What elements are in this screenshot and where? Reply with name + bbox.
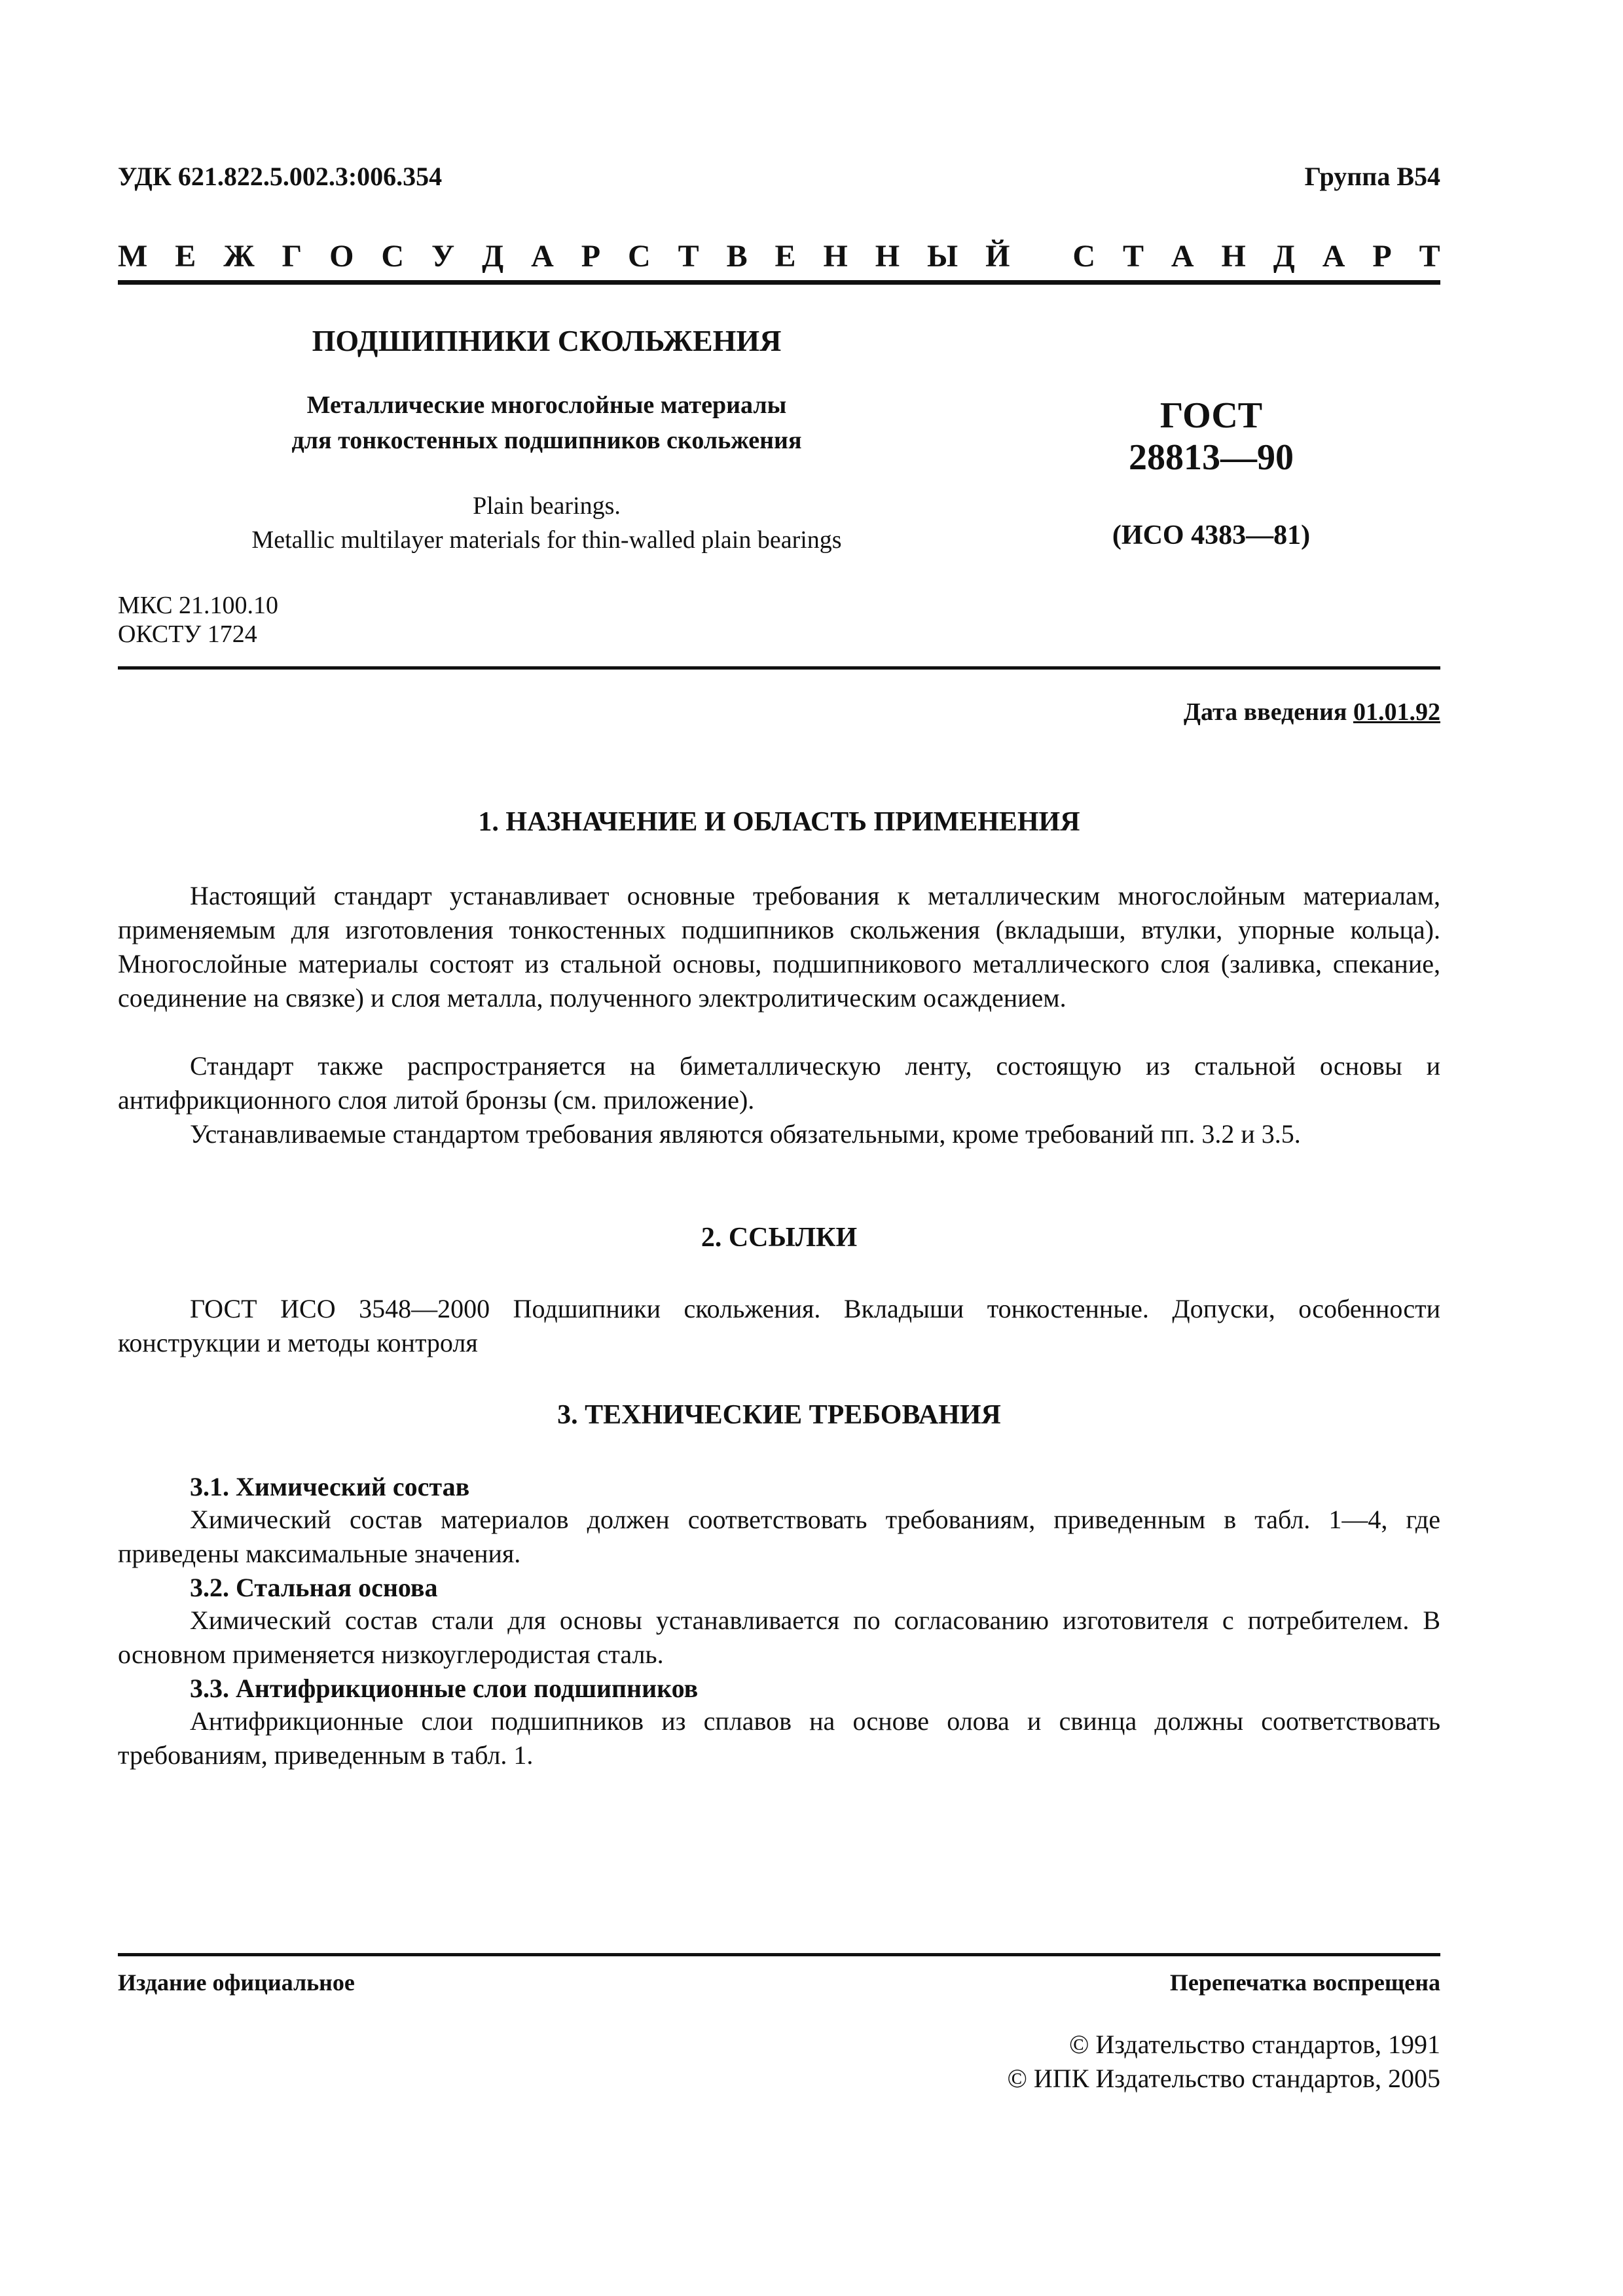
doc-subtitle-line-2: для тонкостенных подшипников скольжения <box>291 427 802 454</box>
banner-letter: Е <box>175 239 196 274</box>
banner-letter: Р <box>1372 239 1392 274</box>
banner-letter: Т <box>678 239 699 274</box>
subsection-3-3-text: Антифрикционные слои подшипников из сплавов на основе олова и свинца должны соответствовать требованиям, приведенным в табл. 1. <box>118 1706 1440 1770</box>
section-3-heading: 3. ТЕХНИЧЕСКИЕ ТРЕБОВАНИЯ <box>557 1400 1001 1430</box>
banner-letter: О <box>329 239 354 274</box>
iso-reference: (ИСО 4383—81) <box>1112 520 1311 550</box>
banner-letter: Ж <box>223 239 255 274</box>
introduction-date <box>1184 698 1440 726</box>
banner-letter: Н <box>1221 239 1246 274</box>
banner-letter: А <box>531 239 554 274</box>
banner-letter: Д <box>1273 239 1295 274</box>
okstu-code: ОКСТУ 1724 <box>118 620 257 648</box>
banner-letter: С <box>381 239 405 274</box>
udk-code: УДК 621.822.5.002.3:006.354 <box>118 162 443 191</box>
banner-rule <box>118 280 1440 285</box>
subsection-3-1-text: Химический состав материалов должен соответствовать требованиям, приведенным в табл. 1—4, где приведены максимальные значения. <box>118 1505 1440 1568</box>
banner-letter: А <box>1171 239 1194 274</box>
footer-rule <box>118 1953 1440 1956</box>
section-1-heading: 1. НАЗНАЧЕНИЕ И ОБЛАСТЬ ПРИМЕНЕНИЯ <box>478 807 1080 837</box>
interstate-standard-banner <box>118 238 1440 274</box>
mks-code: МКС 21.100.10 <box>118 592 279 619</box>
official-edition-label: Издание официальное <box>118 1969 355 1996</box>
banner-letter: Й <box>985 239 1010 274</box>
introduction-date-label: Дата введения <box>1183 698 1353 726</box>
doc-subtitle-line-1: Металлические многослойные материалы <box>306 391 787 419</box>
banner-letter: Т <box>1122 239 1144 274</box>
banner-letter: С <box>628 239 651 274</box>
banner-letter: Р <box>581 239 601 274</box>
banner-gap <box>1037 238 1045 274</box>
group-code: Группа В54 <box>1304 162 1440 191</box>
title-rule <box>118 666 1440 670</box>
section-2-heading: 2. ССЫЛКИ <box>701 1223 858 1253</box>
introduction-date-value: 01.01.92 <box>1353 698 1440 726</box>
gost-label: ГОСТ <box>1159 395 1263 436</box>
banner-letter: Ы <box>927 239 958 274</box>
banner-letter: У <box>431 239 455 274</box>
banner-letter: А <box>1322 239 1345 274</box>
section-2-paragraph: ГОСТ ИСО 3548—2000 Подшипники скольжения. Вкладыши тонкостенные. Допуски, особенности конструкции и методы контроля <box>118 1294 1440 1357</box>
subsection-3-2-title: 3.2. Стальная основа <box>190 1573 438 1602</box>
banner-letter: Т <box>1419 239 1440 274</box>
section-1-paragraph-2: Стандарт также распространяется на биметаллическую ленту, состоящую из стальной основы и антифрикционного слоя литой бронзы (см. приложение). <box>118 1051 1440 1115</box>
banner-letter: В <box>726 239 748 274</box>
section-1-paragraph-1: Настоящий стандарт устанавливает основные требования к металлическим многослойным материалам, применяемым для изготовления тонкостенных подшипников скольжения (вкладыши, втулки, упорные кольца). Многослойные материалы состоят из стальной основы, подшипникового металлического слоя (заливка, спекание, соединение на связке) и слоя металла, полученного электролитическим осаждением. <box>118 881 1440 1013</box>
copyright-line-1: © Издательство стандартов, 1991 <box>1068 2030 1440 2059</box>
doc-title: ПОДШИПНИКИ СКОЛЬЖЕНИЯ <box>312 324 782 357</box>
subsection-3-2-text: Химический состав стали для основы устанавливается по согласованию изготовителя с потребителем. В основном применяется низкоуглеродистая сталь. <box>118 1605 1440 1669</box>
section-1-paragraph-3: Устанавливаемые стандартом требования являются обязательными, кроме требований пп. 3.2 и 3.5. <box>190 1119 1301 1149</box>
english-title-line-2: Metallic multilayer materials for thin-walled plain bearings <box>251 526 842 554</box>
banner-letter: Н <box>875 239 900 274</box>
copyright-line-2: © ИПК Издательство стандартов, 2005 <box>1007 2064 1440 2093</box>
subsection-3-1-title: 3.1. Химический состав <box>190 1472 470 1501</box>
banner-letter: Д <box>482 239 504 274</box>
banner-letter: Е <box>775 239 796 274</box>
banner-letter: С <box>1072 239 1095 274</box>
banner-letter: М <box>118 239 148 274</box>
reprint-prohibited-label: Перепечатка воспрещена <box>1169 1969 1440 1996</box>
banner-letter: Г <box>282 239 302 274</box>
english-title-line-1: Plain bearings. <box>473 492 621 520</box>
gost-number: 28813—90 <box>1129 437 1294 478</box>
subsection-3-3-title: 3.3. Антифрикционные слои подшипников <box>190 1674 699 1703</box>
banner-letter: Н <box>823 239 848 274</box>
